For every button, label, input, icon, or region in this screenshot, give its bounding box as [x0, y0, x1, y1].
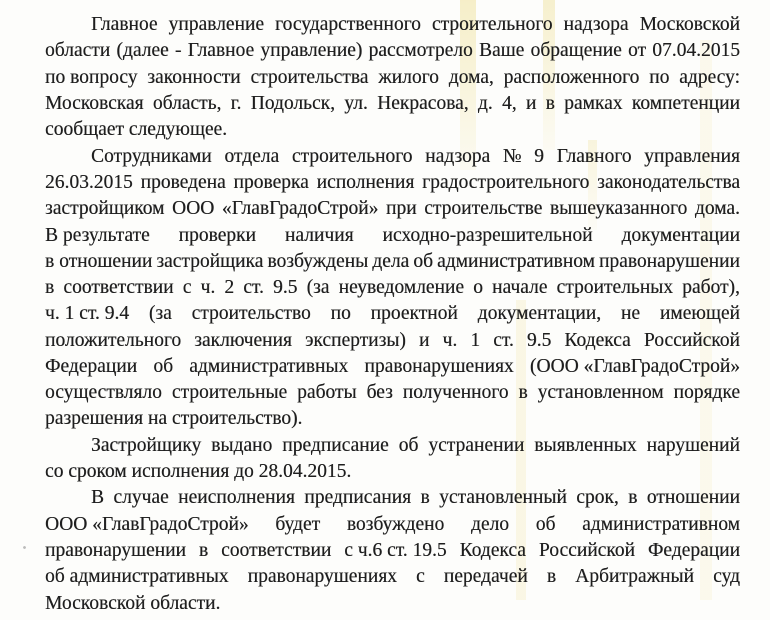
word: при — [385, 198, 417, 220]
word: Кодекса — [459, 540, 526, 562]
word: рассмотрело — [368, 40, 473, 62]
word: по — [330, 303, 351, 325]
word: положительного — [45, 329, 182, 351]
word: ООО — [172, 198, 215, 220]
word: в — [45, 277, 55, 299]
text-line — [45, 485, 740, 511]
word: 9.5 — [526, 329, 552, 351]
word: соответствии — [63, 277, 174, 299]
word: предписание — [282, 434, 389, 456]
word: об — [398, 434, 419, 456]
word: об административных — [45, 566, 229, 588]
word: жилого — [378, 66, 439, 88]
word: в — [420, 487, 430, 509]
word: с — [182, 277, 192, 299]
word: область, — [152, 93, 222, 115]
word: работ), — [682, 277, 740, 299]
word: проверки — [178, 224, 256, 246]
word: имеющей — [659, 303, 740, 325]
word: 9 — [534, 145, 544, 167]
word: об — [153, 356, 173, 377]
word: Арбитражный — [575, 566, 694, 588]
text-line — [45, 249, 740, 275]
word: возбуждено — [346, 513, 445, 535]
word: Кодекса — [564, 329, 631, 351]
word: (далее — [116, 40, 169, 62]
word: Сотрудниками — [91, 145, 212, 167]
word: Федерации — [45, 356, 138, 377]
word: Застройщику — [91, 434, 202, 456]
word: об — [413, 250, 433, 272]
word: исполнения — [316, 171, 415, 193]
word: Главное — [187, 40, 255, 62]
word: дело — [470, 513, 510, 535]
word: отдела — [224, 145, 280, 167]
word: передачей — [443, 566, 528, 588]
word: срок, — [576, 487, 619, 509]
word: дома, — [448, 66, 494, 88]
word: административном — [582, 513, 740, 535]
word: случае — [113, 487, 169, 509]
word: о — [473, 277, 483, 299]
word: Главное — [91, 14, 158, 36]
word: Главного — [556, 145, 632, 167]
word: правонарушении — [45, 540, 186, 562]
word: без — [366, 382, 393, 404]
word: Российской — [643, 329, 740, 351]
word: 1 — [470, 329, 481, 351]
text-line: разрешения на строительство). — [45, 408, 303, 430]
word: надзора — [563, 14, 629, 36]
word: управление) — [260, 40, 363, 62]
word: неуведомление — [338, 277, 464, 299]
word: в — [518, 382, 528, 404]
word: с ч.6 ст. 19.5 — [344, 540, 447, 562]
text-line — [45, 38, 740, 64]
word: области — [45, 40, 111, 62]
word: не — [620, 303, 640, 325]
word: (за — [306, 277, 330, 299]
word: установленном — [537, 382, 664, 404]
word: ул. — [344, 93, 368, 115]
word: об — [535, 513, 556, 535]
text-line — [45, 538, 740, 564]
word: выявленных — [534, 434, 637, 456]
word: строительного — [431, 14, 553, 36]
text-line — [45, 328, 740, 354]
word: строительные — [171, 382, 288, 404]
word: в — [628, 487, 638, 509]
word: № — [502, 145, 522, 167]
word: г. — [230, 93, 242, 115]
word: Московской — [639, 14, 740, 36]
word: адресу: — [679, 66, 740, 88]
word: Ваше — [478, 40, 525, 62]
word: ст. — [243, 277, 264, 299]
paragraph — [45, 12, 740, 143]
word: градостроительного — [422, 171, 590, 193]
word: административных — [189, 356, 349, 377]
word: ООО «ГлавГрадоСтрой» — [45, 513, 249, 535]
text-line — [45, 564, 740, 590]
word: управления — [644, 145, 740, 167]
text-line — [45, 354, 740, 380]
word: В — [91, 487, 105, 509]
word: работы — [297, 382, 357, 404]
word: государственного — [275, 14, 421, 36]
word: управление — [168, 14, 264, 36]
word: (ООО «ГлавГрадоСтрой» — [529, 356, 740, 377]
word: заключения — [194, 329, 292, 351]
word: Российской — [538, 540, 635, 562]
word: по — [649, 66, 670, 88]
word: рамках — [564, 93, 623, 115]
word: «ГлавГрадоСтрой» — [221, 198, 379, 220]
word: ст. — [493, 329, 514, 351]
word: Некрасова, — [377, 93, 469, 115]
word: Московская — [45, 93, 144, 115]
word: 26.03.2015 — [45, 171, 133, 193]
word: проведена — [140, 171, 226, 193]
word: ч. 1 ст. 9.4 — [45, 303, 130, 325]
word: проектной — [370, 303, 458, 325]
word: полученного — [402, 382, 509, 404]
word: и — [418, 329, 430, 351]
word: возбуждены — [267, 250, 369, 272]
word: Подольск, — [250, 93, 335, 115]
word: предписания — [304, 487, 412, 509]
text-line — [45, 12, 740, 38]
word: с — [416, 566, 425, 588]
word: выдано — [211, 434, 273, 456]
word: - — [174, 40, 182, 62]
word: законодательства — [597, 171, 740, 193]
word: в отношении — [45, 250, 153, 272]
word: от — [628, 40, 647, 62]
word: документации — [621, 224, 740, 246]
word: и — [525, 93, 537, 115]
text-line: Московской области. — [45, 592, 221, 614]
text-line: со сроком исполнения до 28.04.2015. — [45, 461, 352, 483]
text-line — [45, 275, 740, 301]
word: вышеуказанного — [549, 198, 688, 220]
text-line — [45, 196, 740, 222]
word: строительство — [191, 303, 311, 325]
word: д. — [477, 93, 493, 115]
word: строительства — [250, 66, 369, 88]
word: документации, — [477, 303, 602, 325]
word: расположенного — [503, 66, 640, 88]
word: 07.04.2015 — [652, 40, 740, 62]
word: дома. — [694, 198, 740, 220]
word: правонарушениях — [364, 356, 514, 377]
paragraph — [45, 485, 740, 616]
word: суд — [713, 566, 740, 588]
word: строительстве — [424, 198, 543, 220]
word: установленный — [439, 487, 567, 509]
text-line — [45, 143, 740, 169]
word: застройщиком — [45, 198, 165, 220]
word: компетенции — [631, 93, 740, 115]
word: начале — [492, 277, 548, 299]
word: правонарушении — [598, 250, 740, 272]
word: нарушений — [646, 434, 740, 456]
word: отношении — [646, 487, 740, 509]
text-line — [45, 222, 740, 248]
word: административном — [437, 250, 595, 272]
text-line — [45, 512, 740, 538]
word: законности — [147, 66, 241, 88]
text-line — [45, 433, 740, 459]
word: соответствии — [221, 540, 332, 562]
paragraph — [45, 433, 740, 486]
word: в — [546, 566, 557, 588]
word: устранении — [428, 434, 525, 456]
word: 2 — [224, 277, 235, 299]
paragraph — [45, 143, 740, 432]
text-line — [45, 65, 740, 91]
word: (за — [148, 303, 172, 325]
word: правонарушениях — [247, 566, 397, 588]
word: 9.5 — [273, 277, 298, 299]
word: строительного — [291, 145, 413, 167]
text-line — [45, 91, 740, 117]
text-line — [45, 380, 740, 406]
word: проверка — [233, 171, 309, 193]
word: застройщика — [156, 250, 264, 272]
word: в — [545, 93, 555, 115]
document-body — [45, 12, 740, 617]
word: В результате — [45, 224, 150, 246]
word: 4, — [501, 93, 517, 115]
text-line — [45, 301, 740, 327]
word: надзора — [425, 145, 491, 167]
text-line: сообщает следующее. — [45, 119, 228, 141]
word: порядке — [673, 382, 740, 404]
word: по вопросу — [45, 66, 138, 88]
word: ч. — [442, 329, 458, 351]
word: строительных — [556, 277, 673, 299]
word: Федерации — [647, 540, 740, 562]
word: обращение — [530, 40, 622, 62]
word: исходно-разрешительной — [382, 224, 593, 246]
word: неисполнения — [178, 487, 295, 509]
word: экспертизы) — [305, 329, 406, 351]
word: дела — [372, 250, 410, 272]
word: в — [198, 540, 209, 562]
word: ч. — [200, 277, 216, 299]
word: осуществляло — [45, 382, 162, 404]
word: будет — [275, 513, 321, 535]
text-line — [45, 170, 740, 196]
word: наличия — [284, 224, 354, 246]
